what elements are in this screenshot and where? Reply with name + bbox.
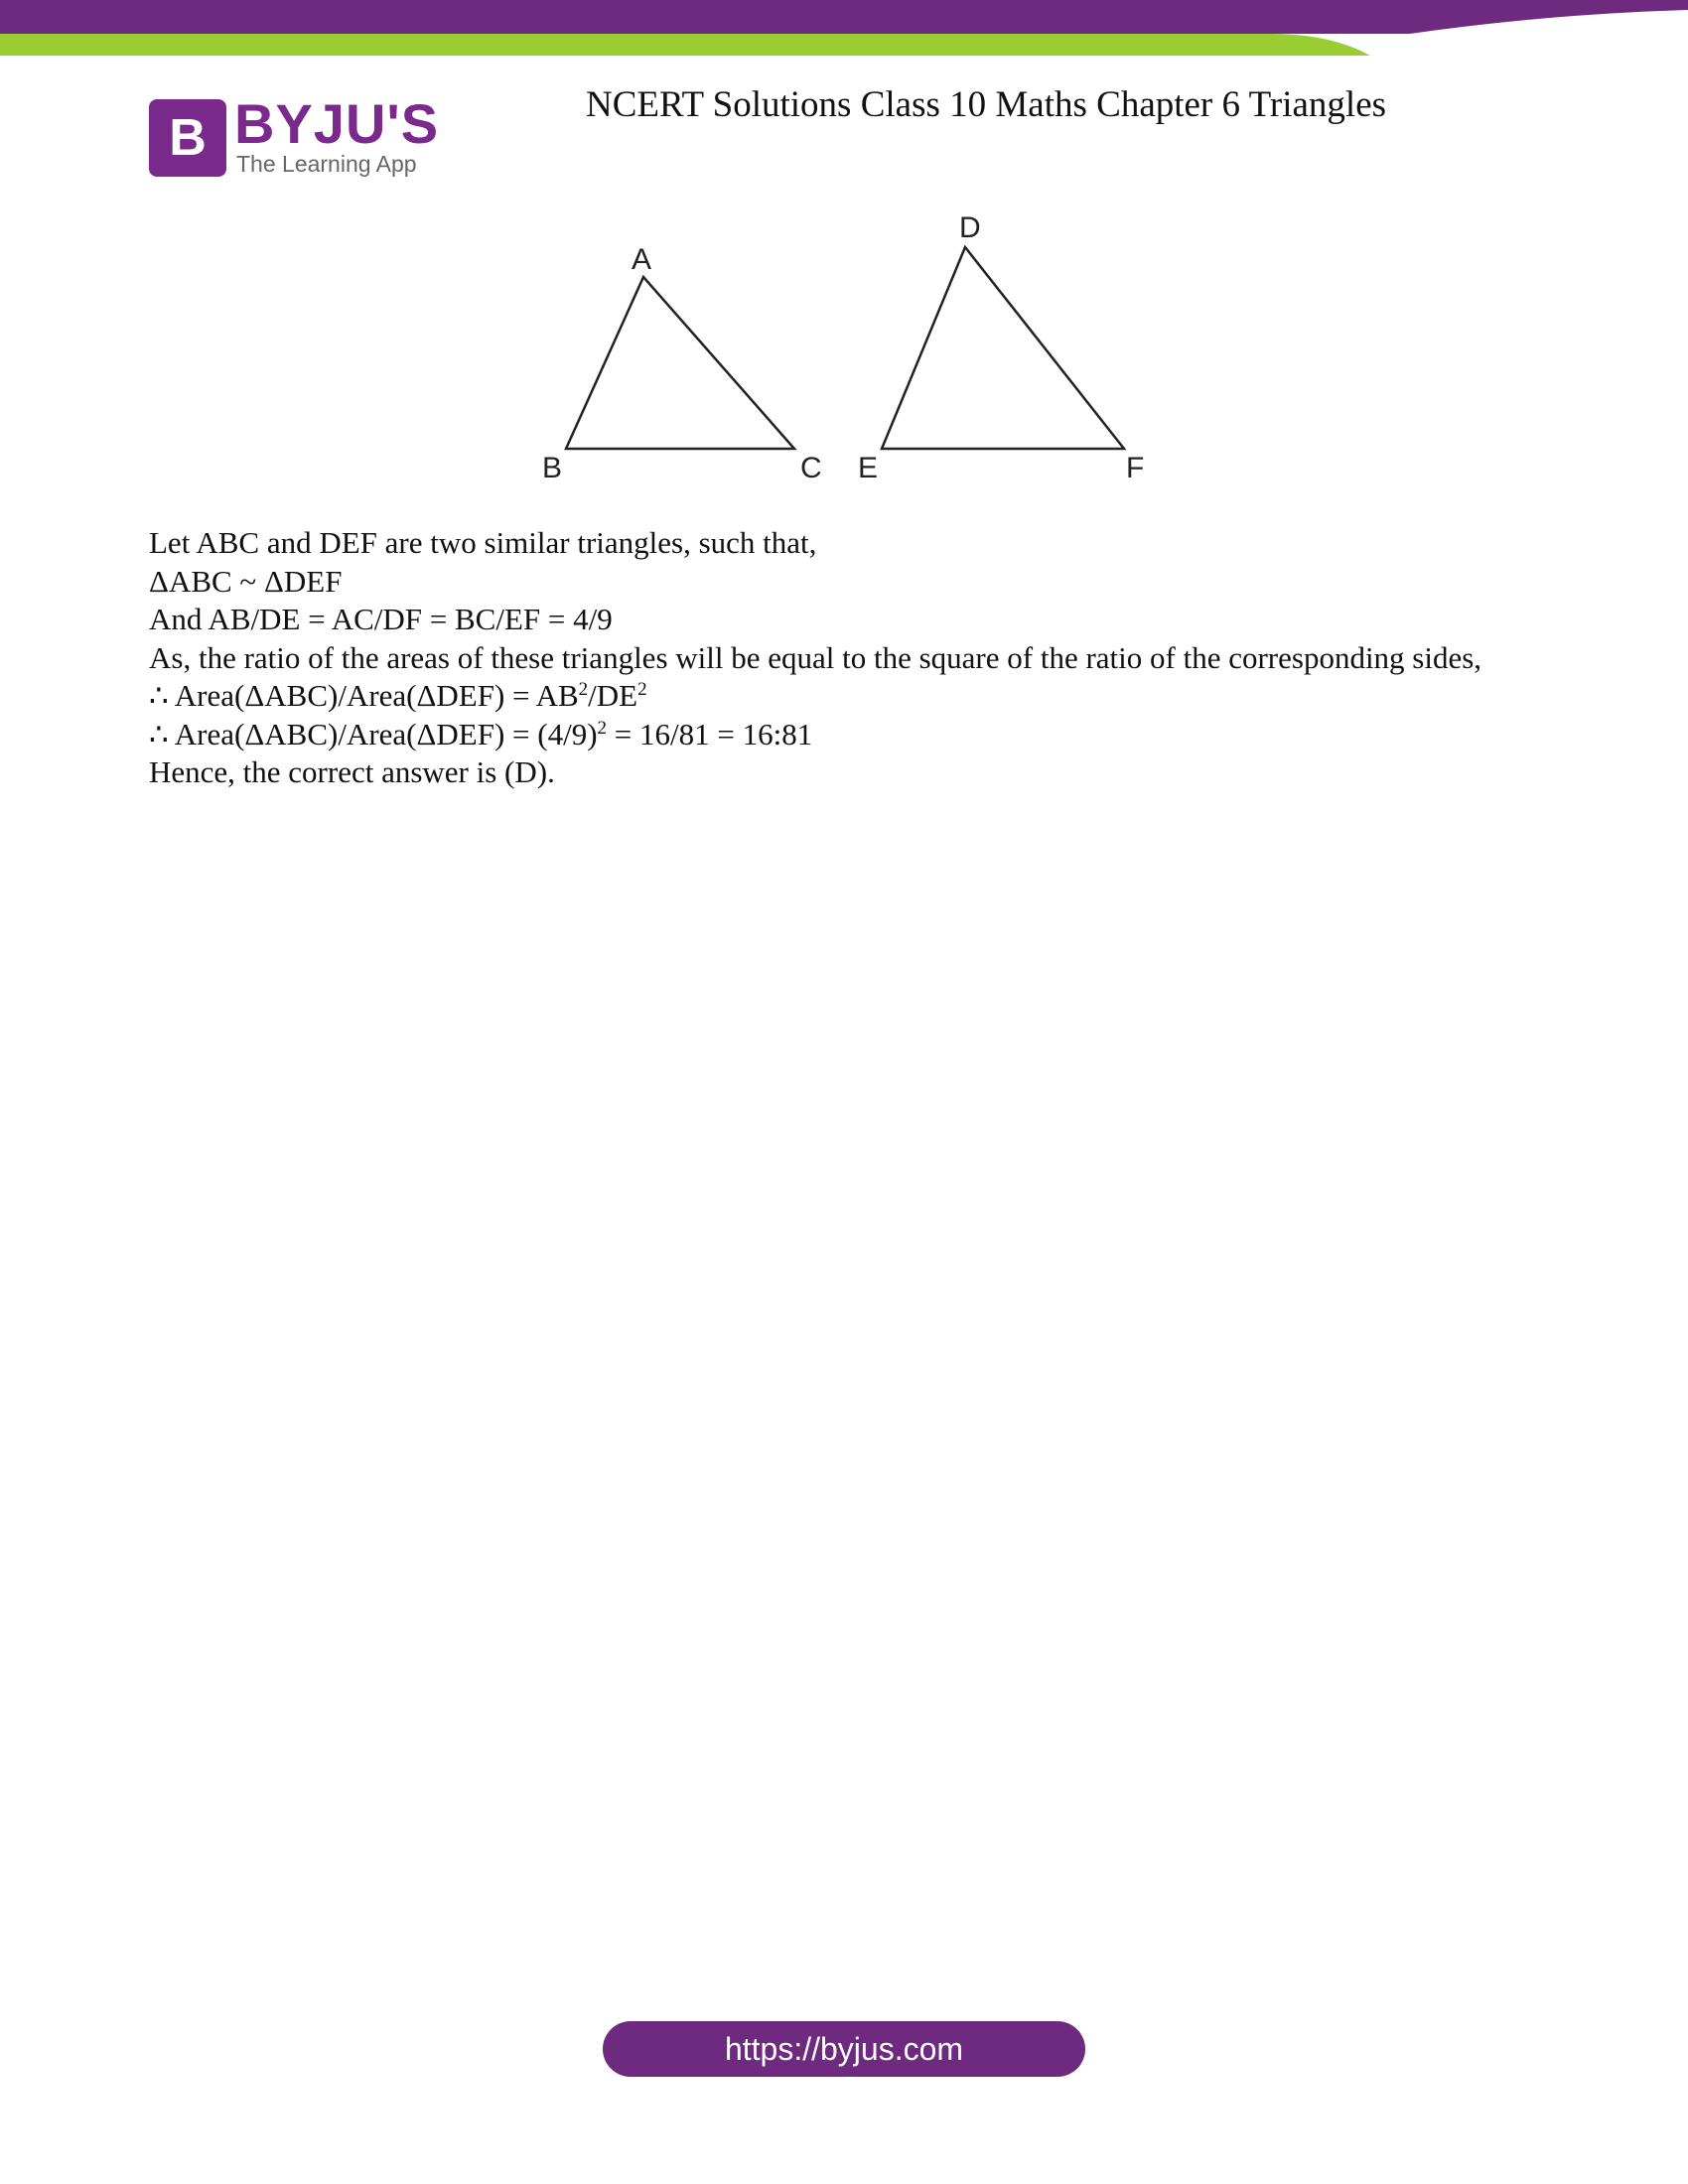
exponent: 2 — [578, 679, 589, 700]
header-band — [0, 0, 1688, 60]
header-green-stripe — [0, 34, 1370, 56]
vertex-label-c: C — [800, 452, 822, 484]
logo-name: BYJU'S — [234, 92, 440, 155]
vertex-label-b: B — [542, 452, 563, 484]
solution-line: As, the ratio of the areas of these triangles will be equal to the square of the ratio of the corresponding sides, — [149, 639, 1482, 675]
page-title: NCERT Solutions Class 10 Maths Chapter 6 Triangles — [586, 84, 1387, 125]
vertex-label-f: F — [1126, 452, 1145, 484]
vertex-label-e: E — [858, 452, 879, 484]
exponent: 2 — [637, 679, 647, 700]
solution-line: Let ABC and DEF are two similar triangles, such that, — [149, 525, 817, 560]
similar-triangles-figure — [516, 204, 1172, 491]
triangle-abc — [566, 277, 794, 449]
vertex-label-a: A — [632, 243, 652, 276]
exponent: 2 — [597, 717, 608, 739]
logo-mark — [149, 99, 226, 177]
solution-line-area-ratio: ∴ Area(ΔABC)/Area(ΔDEF) = $AB^2/DE^2$ — [149, 678, 647, 713]
footer-url-link[interactable]: https://byjus.com — [603, 2021, 1085, 2077]
vertex-label-d: D — [959, 211, 981, 244]
solution-conclusion: Hence, the correct answer is (D). — [149, 754, 555, 789]
solution-line: And AB/DE = AC/DF = BC/EF = 4/9 — [149, 602, 613, 636]
byjus-logo — [149, 92, 440, 179]
solution-line: ΔABC ~ ΔDEF — [149, 563, 343, 599]
logo-tagline: The Learning App — [236, 151, 417, 177]
solution-line-area-value: ∴ Area(ΔABC)/Area(ΔDEF) = $(4/9)^2 = 16/81$ = 16:81 — [149, 716, 813, 751]
header-purple-band — [0, 0, 1688, 34]
triangle-def — [882, 247, 1124, 449]
solution-text — [149, 524, 1519, 792]
logo-mark-letter: B — [169, 109, 207, 167]
